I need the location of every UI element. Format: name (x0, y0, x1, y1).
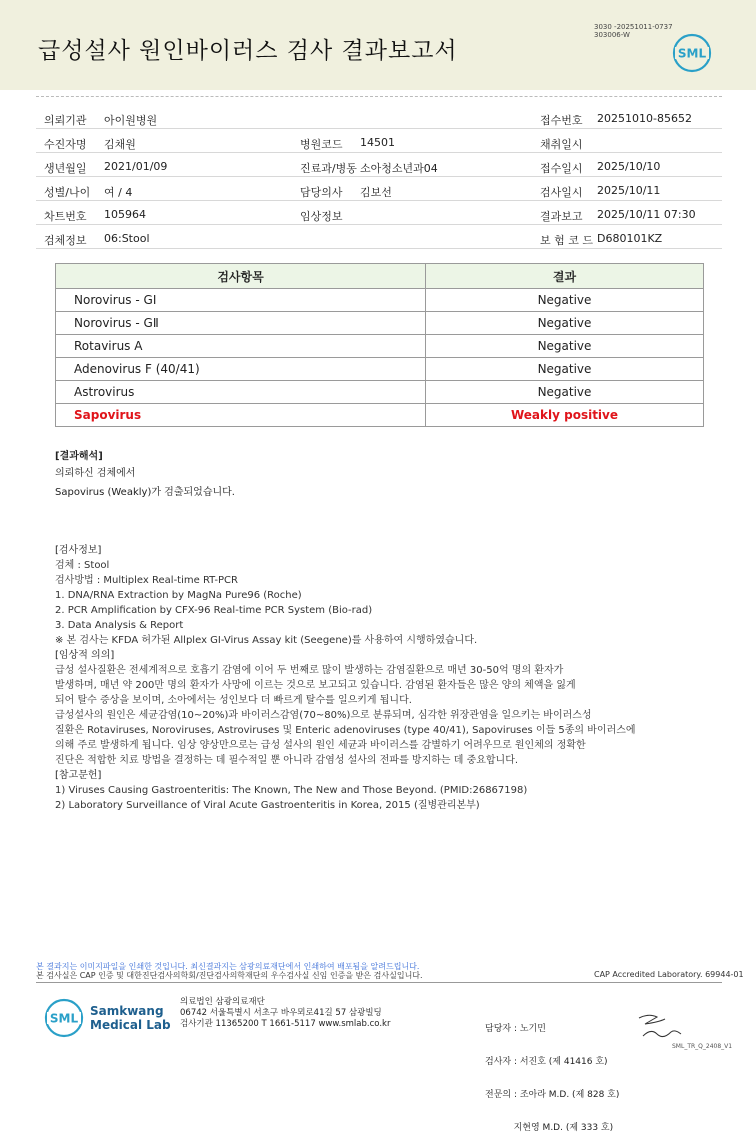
patient-field-label: 의뢰기관 (44, 114, 87, 127)
row-divider (36, 224, 722, 225)
test-result: Negative (426, 358, 704, 381)
table-row (56, 312, 704, 335)
patient-field-value: D680101KZ (597, 232, 663, 245)
test-info-section (55, 543, 636, 813)
patient-field-value: 2021/01/09 (104, 160, 168, 173)
test-result: Negative (426, 312, 704, 335)
row-divider (36, 248, 722, 249)
table-row (56, 358, 704, 381)
table-row (56, 289, 704, 312)
org-name (90, 1004, 171, 1032)
test-info-line: 1. DNA/RNA Extraction by MagNa Pure96 (Roche) (55, 590, 302, 601)
logo-text: SML (49, 1011, 79, 1026)
test-item: Astrovirus (56, 381, 426, 404)
patient-field-value: 김보선 (360, 186, 392, 199)
header-test-item: 검사항목 (56, 264, 426, 289)
clinical-line: 급성 설사질환은 전세계적으로 호흡기 감염에 이어 두 번째로 많이 발생하는 감염질환으로 매년 30-50억 명의 환자가 (55, 665, 564, 676)
patient-field-label: 수진자명 (44, 138, 87, 151)
patient-field-label: 검체정보 (44, 234, 87, 247)
row-divider (36, 200, 722, 201)
patient-field-label: 검사일시 (540, 186, 583, 199)
org-name-line1: Samkwang (90, 1004, 164, 1018)
row-divider (36, 152, 722, 153)
test-info-line: 검체 : Stool (55, 560, 110, 571)
reference-line: 1) Viruses Causing Gastroenteritis: The Known, The New and Those Beyond. (PMID:26867198) (55, 785, 528, 796)
logo-text: SML (677, 46, 707, 61)
patient-field-label: 성별/나이 (44, 186, 91, 199)
reference-line: 2) Laboratory Surveillance of Viral Acute Gastroenteritis in Korea, 2015 (질병관리본부) (55, 800, 480, 811)
table-row (56, 335, 704, 358)
patient-field-value: 여 / 4 (104, 186, 133, 199)
results-table (55, 263, 704, 427)
patient-field-label: 결과보고 (540, 210, 583, 223)
clinical-line: 되어 탈수 증상을 보이며, 소아에서는 성인보다 더 빠르게 탈수를 일으키게 됩니다. (55, 695, 412, 706)
test-item: Adenovirus F (40/41) (56, 358, 426, 381)
report-code-line2: 303006-W (594, 31, 630, 39)
row-divider (36, 176, 722, 177)
patient-field-label: 채취일시 (540, 138, 583, 151)
table-row-positive (56, 404, 704, 427)
test-result: Negative (426, 335, 704, 358)
patient-field-label: 접수일시 (540, 162, 583, 175)
header-result: 결과 (426, 264, 704, 289)
clinical-line: 발생하며, 매년 약 200만 명의 환자가 사망에 이르는 것으로 보고되고 있습니다. 감염된 환자들은 많은 양의 체액을 잃게 (55, 680, 576, 691)
staff-line: 전문의 : 조아라 M.D. (제 828 호) (485, 1090, 620, 1100)
patient-field-label: 진료과/병동 (300, 162, 357, 175)
patient-field-value: 아이원병원 (104, 114, 158, 127)
clinical-line: 진단은 적합한 치료 방법을 결정하는 데 필수적일 뿐 아니라 감염성 설사의 전파를 방지하는 데 중요합니다. (55, 755, 519, 766)
report-code-line1: 3030 -20251011-0737 (594, 23, 673, 31)
clinical-heading: [임상적 의의] (55, 650, 115, 661)
patient-field-label: 차트번호 (44, 210, 87, 223)
patient-field-label: 보 험 코 드 (540, 234, 593, 247)
patient-field-label: 병원코드 (300, 138, 343, 151)
test-result: Weakly positive (426, 404, 704, 427)
test-info-line: ※ 본 검사는 KFDA 허가된 Allplex GI-Virus Assay kit (Seegene)를 사용하여 시행하였습니다. (55, 635, 478, 646)
notice-certification: 본 검사실은 CAP 인증 및 대한진단검사의학회/진단검사의학재단의 우수검사실 신임 인증을 받은 검사실입니다. (36, 971, 423, 980)
report-code (594, 23, 673, 39)
test-result: Negative (426, 289, 704, 312)
notice-image-copy: 본 결과지는 이미지파일을 인쇄한 것입니다. 최신결과지는 삼광의료재단에서 인쇄하여 배포됨을 알려드립니다. (36, 962, 420, 971)
test-item: Sapovirus (56, 404, 426, 427)
patient-field-value: 105964 (104, 208, 146, 221)
row-divider (36, 128, 722, 129)
org-address-line: 검사기관 11365200 T 1661-5117 www.smlab.co.kr (180, 1019, 391, 1029)
patient-field-value: 김채원 (104, 138, 136, 151)
test-item: Norovirus - GⅠ (56, 289, 426, 312)
report-title: 급성설사 원인바이러스 검사 결과보고서 (38, 38, 458, 64)
patient-field-label: 담당의사 (300, 186, 343, 199)
interpretation-line: 의뢰하신 검체에서 (55, 468, 136, 479)
test-result: Negative (426, 381, 704, 404)
clinical-line: 질환은 Rotaviruses, Noroviruses, Astroviruses 및 Enteric adenoviruses (type 40/41), Sapoviruses 이들 5종의 바이러스에 (55, 725, 636, 736)
test-info-heading: [검사정보] (55, 545, 102, 556)
test-info-line: 검사방법 : Multiplex Real-time RT-PCR (55, 575, 238, 586)
patient-field-value: 소아청소년과04 (360, 162, 438, 175)
test-item: Rotavirus A (56, 335, 426, 358)
org-address-line: 의료법인 삼광의료재단 (180, 997, 265, 1007)
interpretation-line: Sapovirus (Weakly)가 검출되었습니다. (55, 487, 235, 498)
staff-line: 지현영 M.D. (제 333 호) (485, 1123, 614, 1133)
test-item: Norovirus - GⅡ (56, 312, 426, 335)
form-code: SML_TR_Q_2408_V1 (672, 1043, 733, 1050)
patient-field-value: 2025/10/10 (597, 160, 661, 173)
interpretation-heading: [결과해석] (55, 451, 103, 462)
signature-icon (635, 1010, 685, 1046)
org-address-line: 06742 서울특별시 서초구 바우뫼로41길 57 삼광빌딩 (180, 1008, 382, 1018)
references-heading: [참고문헌] (55, 770, 102, 781)
footer-divider (36, 982, 722, 983)
test-info-line: 3. Data Analysis & Report (55, 620, 184, 631)
cap-accreditation: CAP Accredited Laboratory. 69944-01 (594, 970, 744, 979)
sml-logo-icon (672, 33, 712, 73)
patient-field-value: 06:Stool (104, 232, 150, 245)
patient-field-value: 20251010-85652 (597, 112, 692, 125)
patient-field-value: 2025/10/11 (597, 184, 661, 197)
sml-footer-logo-icon (44, 998, 84, 1038)
patient-field-label: 생년월일 (44, 162, 87, 175)
clinical-line: 급성설사의 원인은 세균감염(10~20%)과 바이러스감염(70~80%)으로 분류되며, 심각한 위장관염을 일으키는 바이러스성 (55, 710, 592, 721)
org-name-line2: Medical Lab (90, 1018, 171, 1032)
patient-field-label: 임상정보 (300, 210, 343, 223)
staff-line: 담당자 : 노기민 (485, 1024, 546, 1034)
staff-line: 검사자 : 서진호 (제 41416 호) (485, 1057, 608, 1067)
patient-field-label: 접수번호 (540, 114, 583, 127)
org-address (180, 997, 390, 1030)
staff-list (485, 1002, 619, 1145)
results-header-row (56, 264, 704, 289)
patient-info-top-border (36, 96, 722, 97)
test-info-line: 2. PCR Amplification by CFX-96 Real-time PCR System (Bio-rad) (55, 605, 373, 616)
patient-field-value: 14501 (360, 136, 395, 149)
table-row (56, 381, 704, 404)
patient-field-value: 2025/10/11 07:30 (597, 208, 696, 221)
clinical-line: 의해 주로 발생하게 됩니다. 임상 양상만으로는 급성 설사의 원인 세균과 바이러스를 감별하기 어려우므로 원인체의 정확한 (55, 740, 586, 751)
